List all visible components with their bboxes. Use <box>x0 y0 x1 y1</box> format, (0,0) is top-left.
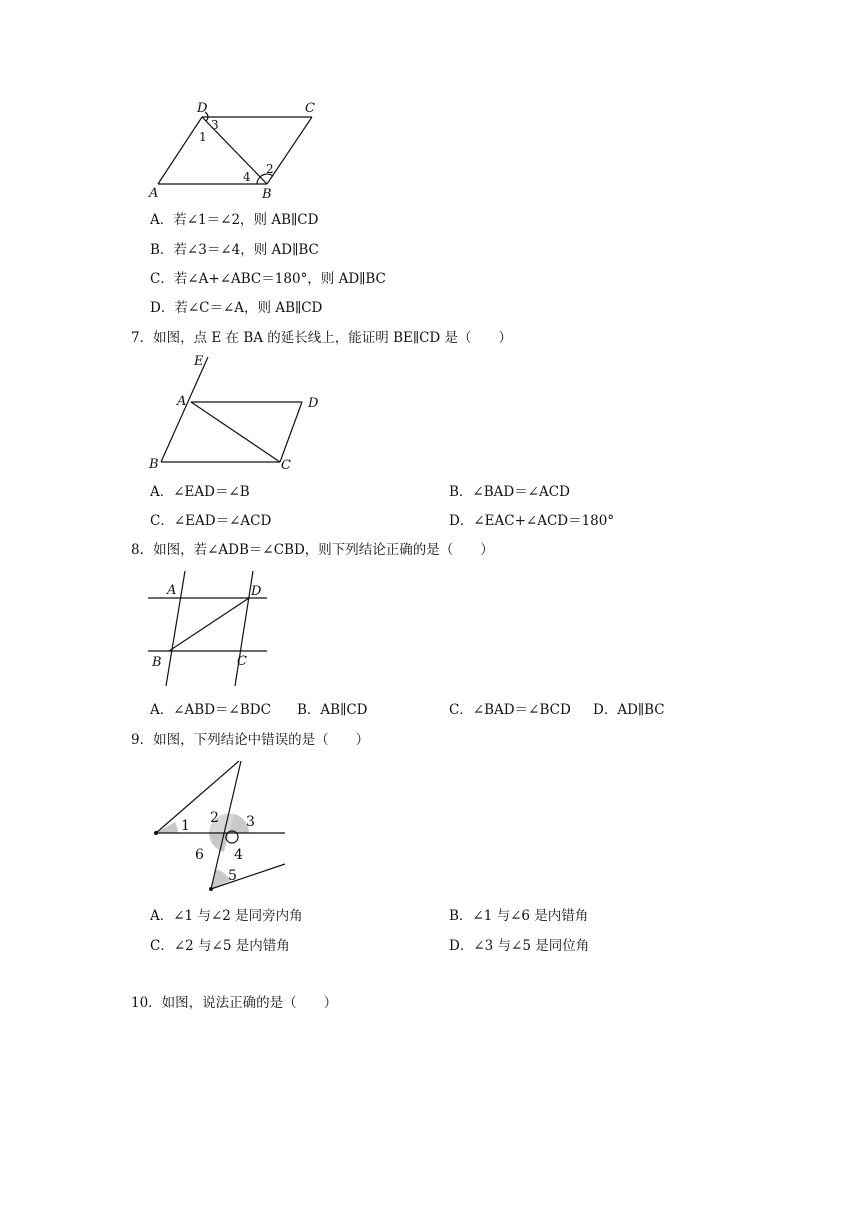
q7-option-d: D．∠EAC+∠ACD＝180° <box>449 513 615 529</box>
q6-option-d: D．若∠C＝∠A，则 AB∥CD <box>150 300 323 316</box>
q7-option-a: A．∠EAD＝∠B <box>150 484 250 500</box>
q6-label-B: B <box>262 187 272 202</box>
q6-option-b: B．若∠3＝∠4，则 AD∥BC <box>150 242 319 258</box>
q7-stem: 7．如图，点 E 在 BA 的延长线上，能证明 BE∥CD 是（ ） <box>131 330 513 346</box>
q8-label-C: C <box>237 654 247 669</box>
q7-label-E: E <box>194 354 204 369</box>
q7-label-D: D <box>308 396 319 411</box>
q8-option-d: D．AD∥BC <box>593 702 665 718</box>
q9-option-a: A．∠1 与∠2 是同旁内角 <box>150 908 303 924</box>
q6-angle-1: 1 <box>199 130 207 144</box>
q8-label-A: A <box>167 583 177 598</box>
q8-stem: 8．如图，若∠ADB＝∠CBD，则下列结论正确的是（ ） <box>131 542 494 558</box>
q6-angle-2: 2 <box>266 162 274 176</box>
q9-option-d: D．∠3 与∠5 是同位角 <box>449 938 590 954</box>
q9-option-c: C．∠2 与∠5 是内错角 <box>150 938 290 954</box>
q9-angle-4: 4 <box>234 847 243 863</box>
q7-option-b: B．∠BAD＝∠ACD <box>449 484 570 500</box>
q8-label-B: B <box>152 655 162 670</box>
q8-option-a: A．∠ABD＝∠BDC <box>150 702 271 718</box>
q9-angle-2: 2 <box>210 810 219 826</box>
q7-figure <box>145 352 335 474</box>
q6-option-c: C．若∠A+∠ABC＝180°，则 AD∥BC <box>150 271 386 287</box>
q9-angle-3: 3 <box>246 814 255 830</box>
q6-label-A: A <box>149 186 159 201</box>
q8-figure <box>145 568 280 690</box>
q8-label-D: D <box>251 584 262 599</box>
q6-angle-3: 3 <box>211 118 219 132</box>
q7-label-A: A <box>177 394 187 409</box>
q9-option-b: B．∠1 与∠6 是内错角 <box>449 908 589 924</box>
q8-option-b: B．AB∥CD <box>297 702 368 718</box>
q9-angle-1: 1 <box>181 818 190 834</box>
q6-parallelogram-figure <box>145 98 330 202</box>
q9-figure <box>145 755 295 900</box>
q8-option-c: C．∠BAD＝∠BCD <box>449 702 571 718</box>
q6-angle-4: 4 <box>243 170 251 184</box>
q7-label-B: B <box>149 457 159 472</box>
q9-stem: 9．如图，下列结论中错误的是（ ） <box>131 732 370 748</box>
q6-label-C: C <box>305 101 315 116</box>
q6-label-D: D <box>197 101 208 116</box>
q6-option-a: A．若∠1＝∠2，则 AB∥CD <box>150 212 319 228</box>
q9-angle-6: 6 <box>195 847 204 863</box>
q9-angle-5: 5 <box>228 868 237 884</box>
q10-stem: 10．如图，说法正确的是（ ） <box>131 995 338 1011</box>
q7-option-c: C．∠EAD＝∠ACD <box>150 513 272 529</box>
q7-label-C: C <box>281 458 291 473</box>
